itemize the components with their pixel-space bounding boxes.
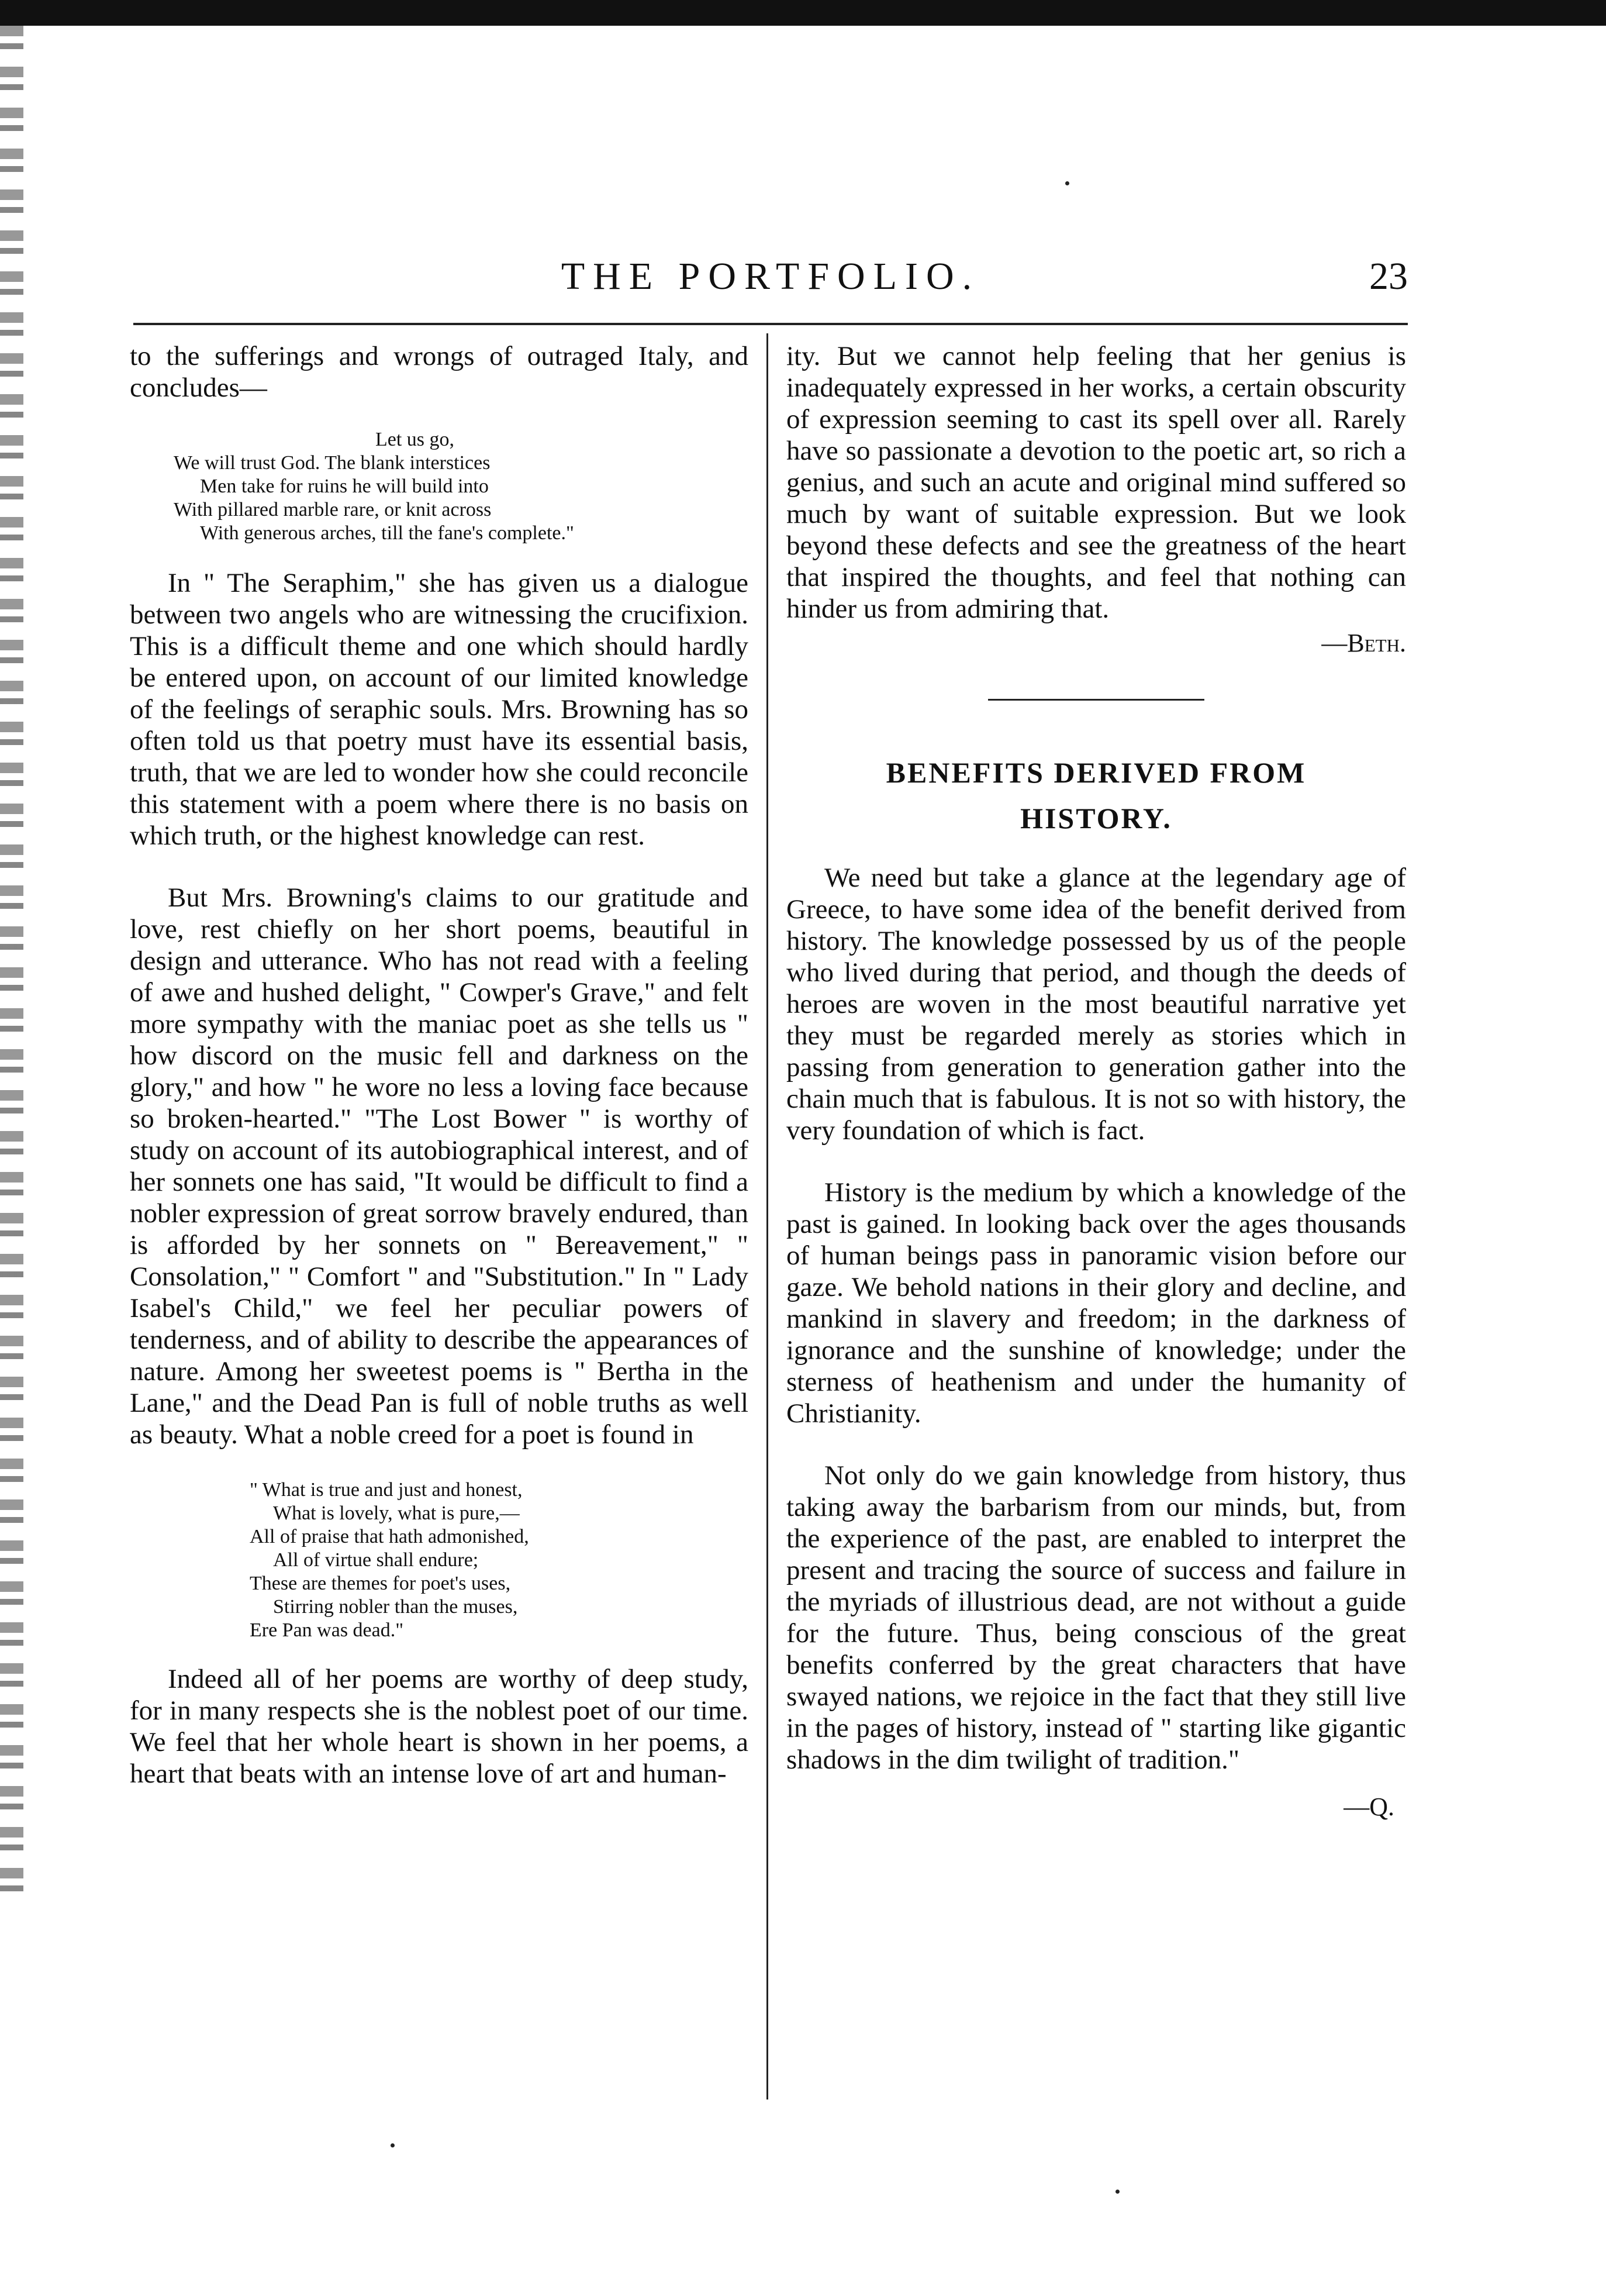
verse-line: Ere Pan was dead.": [250, 1619, 404, 1641]
signature-q: —Q.: [1343, 1792, 1394, 1821]
top-border-gap: [35, 26, 1606, 32]
page-header: [133, 254, 1408, 325]
page-number: 23: [1369, 255, 1408, 298]
binding-edge: [0, 26, 23, 1897]
top-border-rule: [0, 0, 1606, 26]
paragraph-left-3: But Mrs. Browning's claims to our gratitude and love, rest chiefly on her short poems, beautiful in design and utterance. Who has not read with a feeling of awe and hushed delight, " Cowper's Grave," and felt more sympathy with the maniac poet as she tells us " how discord on the music fell and darkness on the glory," and how " he wore no less a loving face because so broken-hearted." "The Lost Bower " is worthy of study on account of its autobiographical interest, and of her sonnets one has said, "It would be difficult to find a nobler expression of great sorrow bravely endured, than is afforded by her sonnets on " Bereavement," " Consolation," " Comfort " and "Substitution." In " Lady Isabel's Child," we feel her peculiar powers of tenderness, and of ability to describe the appearances of nature. Among her sweetest poems is " Bertha in the Lane," and the Dead Pan is full of noble truths as well as beauty. What a noble creed for a poet is found in: [130, 882, 748, 1450]
paragraph-left-1: to the sufferings and wrongs of outraged Italy, and concludes—: [130, 341, 748, 403]
paragraph-right-2: We need but take a glance at the legendary age of Greece, to have some idea of the benefit derived from history. The knowledge possessed by us of the people who lived during that period, and though the deeds of heroes are woven in the most beautiful narrative yet they must be regarded merely as stories which in passing from generation to generation gather into the chain much that is fabulous. It is not so with history, the very foundation of which is fact.: [786, 863, 1406, 1146]
signature-beth: —Beth.: [1321, 629, 1406, 657]
paragraph-left-2: In " The Seraphim," she has given us a dialogue between two angels who are witnessing the crucifixion. This is a difficult theme and one which should hardly be entered upon, on account of our limited knowledge of the feelings of seraphic souls. Mrs. Browning has so often told us that poetry must have its essential basis, truth, that we are led to wonder how she could reconcile this statement with a poem where there is no basis on which truth, or the highest knowledge can rest.: [130, 568, 748, 851]
article-title-line-2: HISTORY.: [1020, 802, 1172, 835]
paragraph-right-3: History is the medium by which a knowledge of the past is gained. In looking back over the ages thousands of human beings pass in panoramic vision before our gaze. We behold nations in their glory and decline, and mankind in slavery and freedom; in the darkness of ignorance and the sunshine of knowledge; under the sterness of heathenism and under the humanity of Christianity.: [786, 1177, 1406, 1429]
section-divider-rule: [988, 699, 1204, 701]
column-divider: [766, 333, 768, 2100]
verse-line: With pillared marble rare, or knit across: [174, 499, 492, 520]
paragraph-right-1: ity. But we cannot help feeling that her genius is inadequately expressed in her works, a certain obscurity of expression seeming to cast its spell over all. Rarely have so passionate a devotion to the poetic art, so rich a genius, and such an acute and original mind suffered so much by want of suitable expression. But we look beyond these defects and see the greatness of the heart that inspired the thoughts, and feel that nothing can hinder us from admiring that.: [786, 341, 1406, 624]
verse-block-1: [130, 428, 748, 545]
verse-line: All of praise that hath admonished,: [250, 1526, 529, 1547]
header-rule: [133, 323, 1408, 325]
verse-line: We will trust God. The blank interstices: [174, 452, 491, 474]
verse-line: Let us go,: [375, 429, 455, 450]
print-speck: [391, 2143, 395, 2147]
left-column: [130, 340, 748, 1790]
verse-line: What is lovely, what is pure,—: [273, 1502, 520, 1524]
verse-line: " What is true and just and honest,: [250, 1479, 523, 1501]
paragraph-right-4: Not only do we gain knowledge from history, thus taking away the barbarism from our minds, but, from the experience of the past, are enabled to interpret the present and tracing the source of success and failure in the myriads of illustrious dead, are not without a guide for the future. Thus, being conscious of the great benefits conferred by the great characters that have swayed nations, we rejoice in the fact that they still live in the pages of history, instead of " starting like gigantic shadows in the dim twilight of tradition.": [786, 1460, 1406, 1775]
verse-line: With generous arches, till the fane's complete.": [200, 522, 574, 544]
article-title: [786, 750, 1406, 841]
article-title-line-1: BENEFITS DERIVED FROM: [886, 756, 1307, 789]
verse-line: All of virtue shall endure;: [273, 1549, 479, 1571]
print-speck: [1115, 2190, 1120, 2194]
verse-line: Men take for ruins he will build into: [200, 475, 489, 497]
print-speck: [1065, 181, 1069, 185]
paragraph-left-4: Indeed all of her poems are worthy of deep study, for in many respects she is the noblest poet of our time. We feel that her whole heart is shown in her poems, a heart that beats with an intense love of art and human-: [130, 1664, 748, 1789]
verse-line: Stirring nobler than the muses,: [273, 1596, 518, 1618]
running-title: THE PORTFOLIO.: [561, 255, 980, 298]
right-column: [786, 340, 1406, 1822]
verse-block-2: [130, 1478, 748, 1642]
verse-line: These are themes for poet's uses,: [250, 1573, 511, 1594]
